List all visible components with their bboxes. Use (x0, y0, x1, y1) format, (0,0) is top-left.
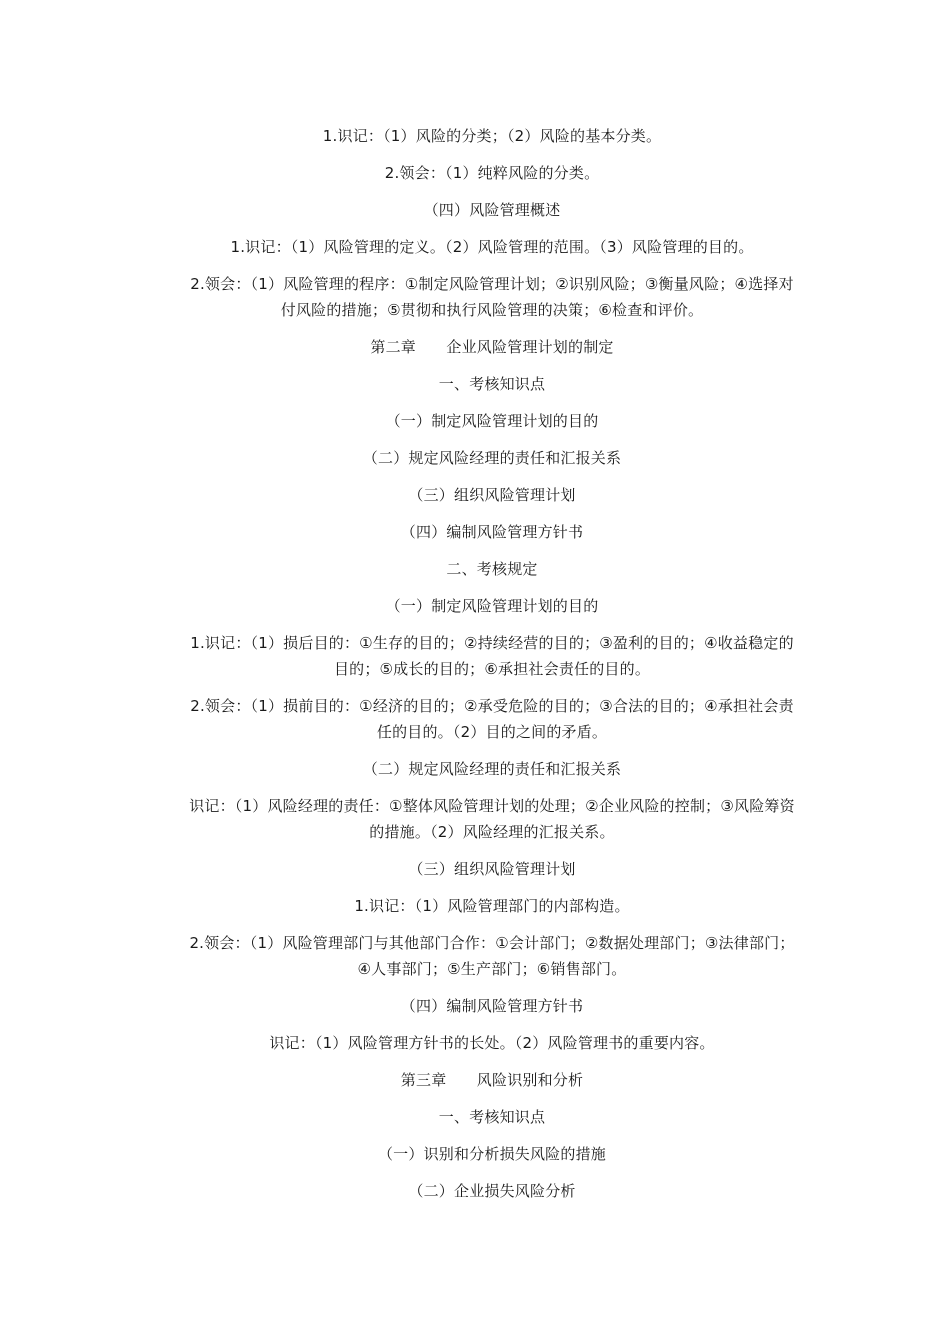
topic-item-3-1: （一）识别和分析损失风险的措施 (377, 1145, 606, 1163)
topic-item-3: （三）组织风险管理计划 (408, 486, 576, 504)
chapter-title-3: 第三章 风险识别和分析 (400, 1071, 584, 1089)
section-line-comprehend-pure-risk: 2.领会：（1）纯粹风险的分类。 (384, 164, 600, 182)
section-line-recall-post-loss: 1.识记：（1）损后目的：①生存的目的；②持续经营的目的；③盈利的目的；④收益稳定的目的；⑤成长的目的；⑥承担社会责任的目的。 (190, 634, 794, 678)
section-line-recall-risk-management: 1.识记：（1）风险管理的定义。（2）风险管理的范围。（3）风险管理的目的。 (230, 238, 754, 256)
topic-item-4: （四）编制风险管理方针书 (400, 523, 584, 541)
chapter-title-2: 第二章 企业风险管理计划的制定 (370, 338, 614, 356)
section-line-recall-risk-classification: 1.识记：（1）风险的分类；（2）风险的基本分类。 (322, 127, 662, 145)
section-line-recall-manager-duties: 识记：（1）风险经理的责任：①整体风险管理计划的处理；②企业风险的控制；③风险筹资的措施。（2）风险经理的汇报关系。 (189, 797, 795, 841)
section-heading-assessment-rules: 二、考核规定 (446, 560, 538, 578)
section-line-recall-dept-structure: 1.识记：（1）风险管理部门的内部构造。 (354, 897, 630, 915)
section-heading-knowledge-points-3: 一、考核知识点 (438, 1108, 546, 1126)
topic-item-1: （一）制定风险管理计划的目的 (385, 412, 599, 430)
document-page (185, 123, 799, 1215)
section-line-comprehend-risk-procedure: 2.领会：（1）风险管理的程序：①制定风险管理计划；②识别风险；③衡量风险；④选择对付风险的措施；⑤贯彻和执行风险管理的决策；⑥检查和评价。 (190, 275, 794, 319)
subsection-heading-plan-purpose: （一）制定风险管理计划的目的 (385, 597, 599, 615)
subsection-heading-policy-book: （四）编制风险管理方针书 (400, 997, 584, 1015)
topic-item-2: （二）规定风险经理的责任和汇报关系 (362, 449, 622, 467)
section-line-comprehend-dept-cooperation: 2.领会：（1）风险管理部门与其他部门合作：①会计部门；②数据处理部门；③法律部门；④人事部门；⑤生产部门；⑥销售部门。 (189, 934, 795, 978)
section-heading-knowledge-points: 一、考核知识点 (438, 375, 546, 393)
subsection-heading-manager-duties: （二）规定风险经理的责任和汇报关系 (362, 760, 622, 778)
subsection-heading-organize-plan: （三）组织风险管理计划 (408, 860, 576, 878)
section-line-comprehend-pre-loss: 2.领会：（1）损前目的：①经济的目的；②承受危险的目的；③合法的目的；④承担社会责任的目的。（2）目的之间的矛盾。 (190, 697, 794, 741)
section-heading-risk-management-overview: （四）风险管理概述 (423, 201, 561, 219)
topic-item-3-2: （二）企业损失风险分析 (408, 1182, 576, 1200)
section-line-recall-policy-book: 识记：（1）风险管理方针书的长处。（2）风险管理书的重要内容。 (269, 1034, 715, 1052)
